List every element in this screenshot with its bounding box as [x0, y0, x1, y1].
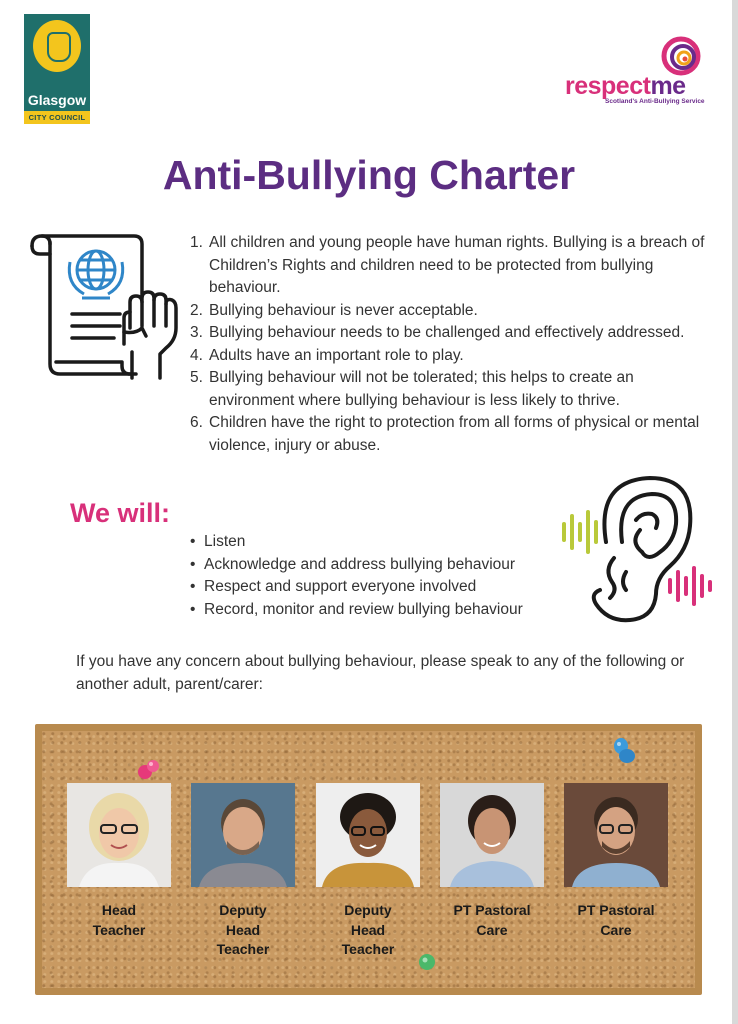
staff-photo [316, 783, 420, 887]
council-crest-icon [24, 14, 90, 90]
respectme-logo [565, 36, 715, 106]
charter-rights-list [190, 232, 710, 457]
staff-photo [191, 783, 295, 887]
charter-right-item: 6. Children have the right to protection from all forms of physical or mental violence, injury or abuse. [190, 414, 700, 454]
page-title: Anti-Bullying Charter [162, 152, 576, 198]
we-will-item: • Record, monitor and review bullying behaviour [190, 599, 590, 622]
staff-role: Deputy Head Teacher [341, 902, 395, 957]
corkboard [35, 724, 702, 995]
charter-right-item: 2. Bullying behaviour is never acceptable. [190, 301, 478, 319]
charter-right-item: 3. Bullying behaviour needs to be challenged and effectively addressed. [190, 324, 685, 341]
council-name: Glasgow [24, 90, 90, 111]
sound-wave-icon [564, 512, 596, 552]
respectme-wordmark: respectme [565, 72, 686, 100]
council-subtitle: CITY COUNCIL [24, 111, 90, 124]
raised-fist-icon [124, 292, 176, 378]
we-will-list [190, 531, 590, 621]
ear-icon [556, 472, 716, 624]
pushpin-icon [609, 736, 639, 766]
staff-role: PT Pastoral Care [453, 902, 531, 938]
we-will-heading: We will: [70, 498, 171, 528]
we-will-item: • Acknowledge and address bullying behaviour [190, 554, 590, 577]
respectme-swirl-icon [661, 36, 701, 76]
staff-card [316, 783, 420, 960]
staff-card [191, 783, 295, 960]
sound-wave-icon [670, 568, 710, 604]
charter-right-item: 1. All children and young people have human rights. Bullying is a breach of Children’s Rights and children need to be protected from bullying behaviour. [190, 234, 705, 296]
staff-photo [440, 783, 544, 887]
pushpin-icon [135, 756, 163, 784]
staff-role: Deputy Head Teacher [216, 902, 270, 957]
staff-photo [67, 783, 171, 887]
we-will-item: • Respect and support everyone involved [190, 576, 590, 599]
staff-card [564, 783, 668, 940]
staff-role: Head Teacher [92, 902, 146, 938]
staff-card [440, 783, 544, 940]
staff-role: PT Pastoral Care [577, 902, 655, 938]
glasgow-city-council-logo [24, 14, 90, 126]
concern-text: If you have any concern about bullying behaviour, please speak to any of the following or another adult, parent/carer: [76, 653, 685, 693]
we-will-item: • Listen [190, 531, 590, 554]
charter-right-item: 4. Adults have an important role to play. [190, 346, 464, 364]
staff-photo [564, 783, 668, 887]
staff-card [67, 783, 171, 940]
rights-scroll-icon [26, 232, 178, 384]
charter-right-item: 5. Bullying behaviour will not be tolerated; this helps to create an environment where bullying behaviour is less likely to thrive. [190, 369, 634, 409]
respectme-tagline: Scotland's Anti-Bullying Service [605, 98, 705, 105]
globe-icon [69, 251, 122, 298]
